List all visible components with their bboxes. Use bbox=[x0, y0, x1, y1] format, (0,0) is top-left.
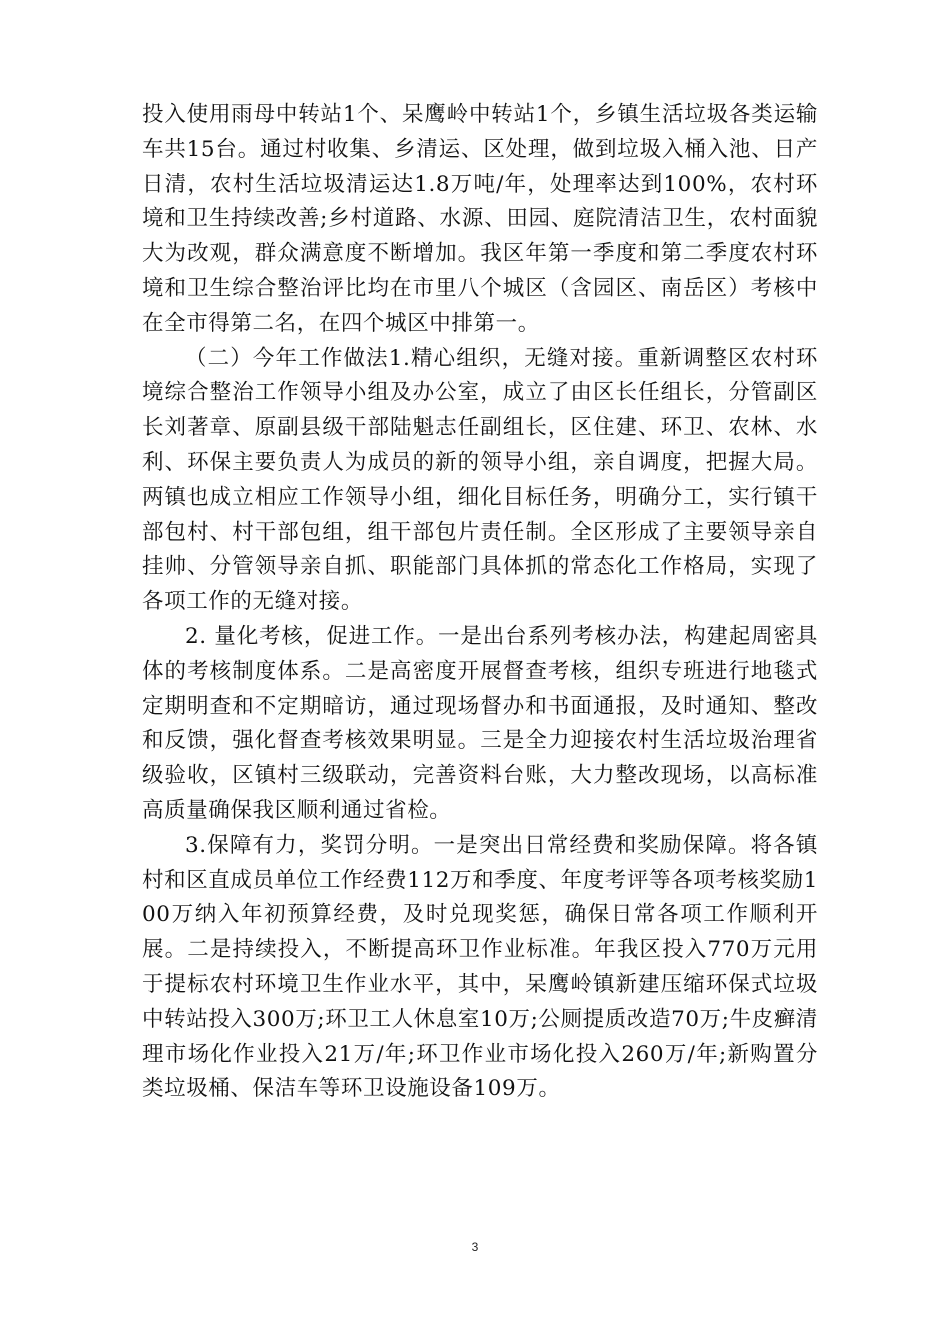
page-number: 3 bbox=[471, 1240, 479, 1254]
paragraph-3: 2. 量化考核，促进工作。一是出台系列考核办法，构建起周密具体的考核制度体系。二是高密度开展督查考核，组织专班进行地毯式定期明查和不定期暗访，通过现场督办和书面通报，及时通知、整改和反馈，强化督查考核效果明显。三是全力迎接农村生活垃圾治理省级验收，区镇村三级联动，完善资料台账，大力整改现场，以高标准高质量确保我区顺利通过省检。 bbox=[142, 623, 818, 823]
paragraph-1: 投入使用雨母中转站1个、呆鹰岭中转站1个，乡镇生活垃圾各类运输车共15台。通过村收集、乡清运、区处理，做到垃圾入桶入池、日产日清，农村生活垃圾清运达1.8万吨/年，处理率达到100%，农村环境和卫生持续改善;乡村道路、水源、田园、庭院清洁卫生，农村面貌大为改观，群众满意度不断增加。我区年第一季度和第二季度农村环境和卫生综合整治评比均在市里八个城区（含园区、南岳区）考核中在全市得第二名，在四个城区中排第一。 bbox=[142, 102, 818, 336]
paragraph-4: 3.保障有力，奖罚分明。一是突出日常经费和奖励保障。将各镇村和区直成员单位工作经费112万和季度、年度考评等各项考核奖励100万纳入年初预算经费，及时兑现奖惩，确保日常各项工作顺利开展。二是持续投入，不断提高环卫作业标准。年我区投入770万元用于提标农村环境卫生作业水平，其中，呆鹰岭镇新建压缩环保式垃圾中转站投入300万;环卫工人休息室10万;公厕提质改造70万;牛皮癣清理市场化作业投入21万/年;环卫作业市场化投入260万/年;新购置分类垃圾桶、保洁车等环卫设施设备109万。 bbox=[142, 832, 818, 1102]
document-body bbox=[142, 98, 818, 1107]
paragraph-2: （二）今年工作做法1.精心组织，无缝对接。重新调整区农村环境综合整治工作领导小组及办公室，成立了由区长任组长，分管副区长刘著章、原副县级干部陆魁志任副组长，区住建、环卫、农林、水利、环保主要负责人为成员的新的领导小组，亲自调度，把握大局。两镇也成立相应工作领导小组，细化目标任务，明确分工，实行镇干部包村、村干部包组，组干部包片责任制。全区形成了主要领导亲自挂帅、分管领导亲自抓、职能部门具体抓的常态化工作格局，实现了各项工作的无缝对接。 bbox=[142, 345, 818, 615]
